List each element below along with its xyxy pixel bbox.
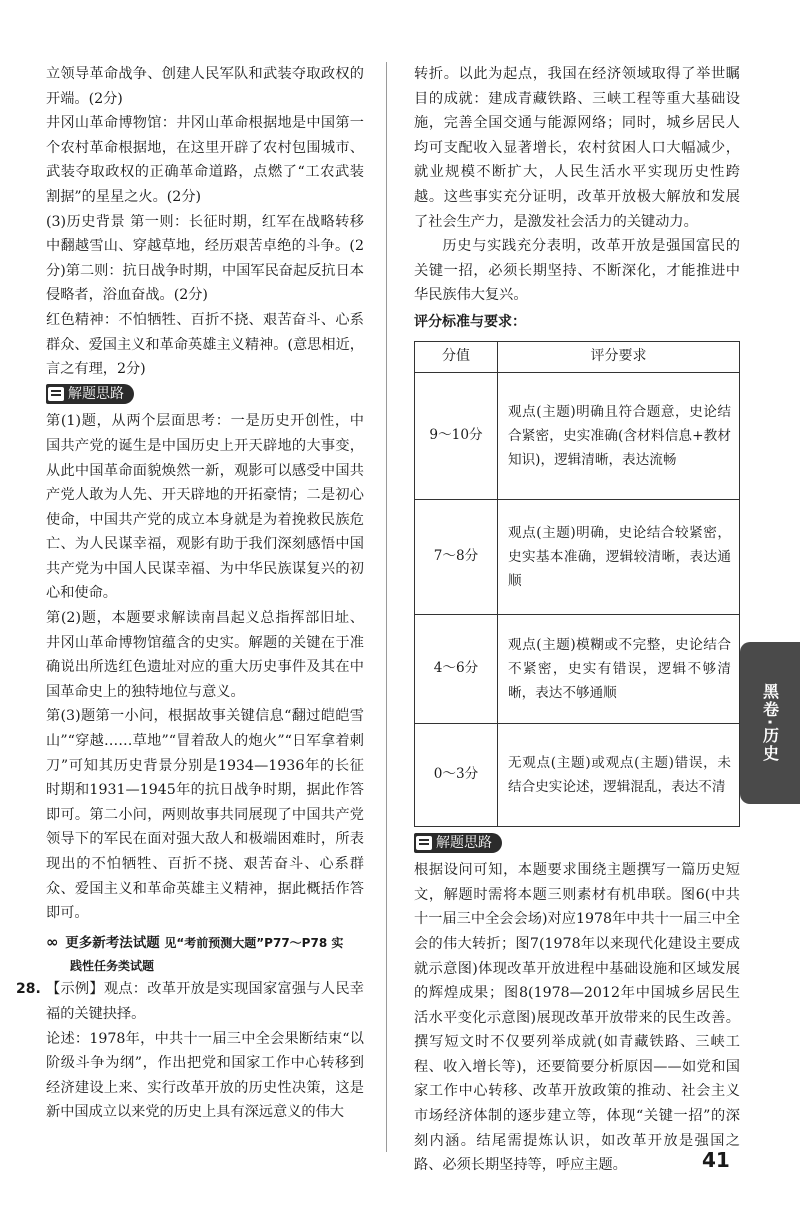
more-questions-link xyxy=(46,930,364,956)
requirement-cell: 观点(主题)模糊或不完整，史论结合不紧密，史实有错误，逻辑不够清晰，表达不够通顺 xyxy=(498,614,740,723)
requirement-cell: 无观点(主题)或观点(主题)错误，未结合史实论述，逻辑混乱，表达不清 xyxy=(498,723,740,826)
page-number: 41 xyxy=(702,1148,730,1172)
question-28-answer xyxy=(16,977,364,1125)
solution-tag xyxy=(46,384,134,404)
analysis-q3: 第(3)题第一小问，根据故事关键信息“翻过皑皑雪山”“穿越……草地”“冒着敌人的炮火”“日军拿着刺刀”可知其历史背景分别是1934—1936年的长征时期和1931—1945年的抗日战争时期，据此作答即可。第二小问，两则故事共同展现了中国共产党领导下的军民在面对强大敌人和极端困难时，所表现出的不怕牺牲、百折不挠、艰苦奋斗、心系群众、爱国主义和革命英雄主义精神，据此概括作答即可。 xyxy=(46,708,364,922)
requirement-cell: 观点(主题)明确且符合题意，史论结合紧密，史实准确(含材料信息+教材知识)，逻辑清晰，表达流畅 xyxy=(498,372,740,499)
pencil-note-icon xyxy=(416,836,432,850)
solution-tag-label: 解题思路 xyxy=(436,834,492,851)
score-cell: 4～6分 xyxy=(415,614,498,723)
table-row xyxy=(415,723,740,826)
requirement-cell: 观点(主题)明确，史论结合较紧密，史实基本准确，逻辑较清晰，表达通顺 xyxy=(498,499,740,614)
answer-part3-background: (3)历史背景 第一则：长征时期，红军在战略转移中翻越雪山、穿越草地，经历艰苦卓绝的斗争。(2分)第二则：抗日战争时期，中国军民奋起反抗日本侵略者，浴血奋战。(2分) xyxy=(46,213,364,304)
score-cell: 7～8分 xyxy=(415,499,498,614)
score-cell: 9～10分 xyxy=(415,372,498,499)
table-row xyxy=(415,614,740,723)
score-header: 分值 xyxy=(415,341,498,372)
table-row xyxy=(415,372,740,499)
subject-side-tab xyxy=(740,642,800,804)
requirement-header: 评分要求 xyxy=(498,341,740,372)
analysis-q28: 根据设问可知，本题要求围绕主题撰写一篇历史短文，解题时需将本题三则素材有机串联。图6(中共十一届三中全会会场)对应1978年中共十一届三中全会的伟大转折；图7(1978年以来现代化建设主要成就示意图)体现改革开放进程中基础设施和区域发展的辉煌成果；图8(1978—2012年中国城乡居民生活水平变化示意图)展现改革开放带来的民生改善。撰写短文时不仅要列举成就(如青藏铁路、三峡工程、收入增长等)，还要简要分析原因——如党和国家工作中心转移、改革开放政策的推动、社会主义市场经济体制的逐步建立等，体现“关键一招”的深刻内涵。结尾需提炼认识，如改革开放是强国之路、必须长期坚持等，呼应主题。 xyxy=(414,862,740,1174)
solution-tag-label: 解题思路 xyxy=(68,385,124,402)
argument-conclusion: 历史与实践充分表明，改革开放是强国富民的关键一招，必须长期坚持、不断深化，才能推进中华民族伟大复兴。 xyxy=(414,238,740,304)
more-questions-sub: 践性任务类试题 xyxy=(70,959,155,974)
example-viewpoint: 【示例】观点：改革开放是实现国家富强与人民幸福的关键抉择。 xyxy=(46,981,364,1022)
score-cell: 0～3分 xyxy=(415,723,498,826)
link-icon: ∞ xyxy=(46,932,59,951)
right-column xyxy=(414,62,740,1178)
table-row xyxy=(415,499,740,614)
solution-tag xyxy=(414,833,502,853)
more-questions-title: 更多新考法试题 xyxy=(65,934,160,951)
pencil-note-icon xyxy=(48,387,64,401)
argument-text: 论述：1978年，中共十一届三中全会果断结束“以阶级斗争为纲”，作出把党和国家工作中心转移到经济建设上来、实行改革开放的历史性决策，这是新中国成立以来党的历史上具有深远意义的伟大 xyxy=(46,1030,364,1121)
rubric-table xyxy=(414,341,740,827)
red-spirit-answer: 红色精神：不怕牺牲、百折不挠、艰苦奋斗、心系群众、爱国主义和革命英雄主义精神。(意思相近，言之有理，2分) xyxy=(46,311,364,378)
left-column xyxy=(16,62,364,1125)
more-questions-ref: 见“考前预测大题”P77～P78 实 xyxy=(164,935,344,950)
argument-continued: 转折。以此为起点，我国在经济领域取得了举世瞩目的成就：建成青藏铁路、三峡工程等重大基础设施，完善全国交通与能源网络；同时，城乡居民人均可支配收入显著增长，农村贫困人口大幅减少，就业规模不断扩大，人民生活水平实现历史性跨越。这些事实充分证明，改革开放极大解放和发展了社会生产力，是激发社会活力的关键动力。 xyxy=(414,66,740,230)
analysis-q2: 第(2)题，本题要求解读南昌起义总指挥部旧址、井冈山革命博物馆蕴含的史实。解题的关键在于准确说出所选红色遗址对应的重大历史事件及其在中国革命史上的独特地位与意义。 xyxy=(46,610,364,700)
column-divider xyxy=(386,62,387,1152)
answer-part2-end: 立领导革命战争、创建人民军队和武装夺取政权的开端。(2分) xyxy=(46,66,364,107)
question-number: 28. xyxy=(16,981,41,998)
rubric-header-row xyxy=(415,341,740,372)
analysis-q1: 第(1)题，从两个层面思考：一是历史开创性，中国共产党的诞生是中国历史上开天辟地的大事变，从此中国革命面貌焕然一新，观影可以感受中国共产党人敢为人先、开天辟地的开拓豪情；二是初心使命，中国共产党的成立本身就是为着挽救民族危亡、为人民谋幸福，观影有助于我们深刻感悟中国共产党为中国人民谋幸福、为中华民族谋复兴的初心和使命。 xyxy=(46,413,364,602)
jinggangshan-museum-answer: 井冈山革命博物馆：井冈山革命根据地是中国第一个农村革命根据地，在这里开辟了农村包围城市、武装夺取政权的正确革命道路，点燃了“工农武装割据”的星星之火。(2分) xyxy=(46,115,364,205)
rubric-title: 评分标准与要求： xyxy=(414,313,526,330)
subject-side-tab-label: 黑卷·历史 xyxy=(760,682,780,764)
